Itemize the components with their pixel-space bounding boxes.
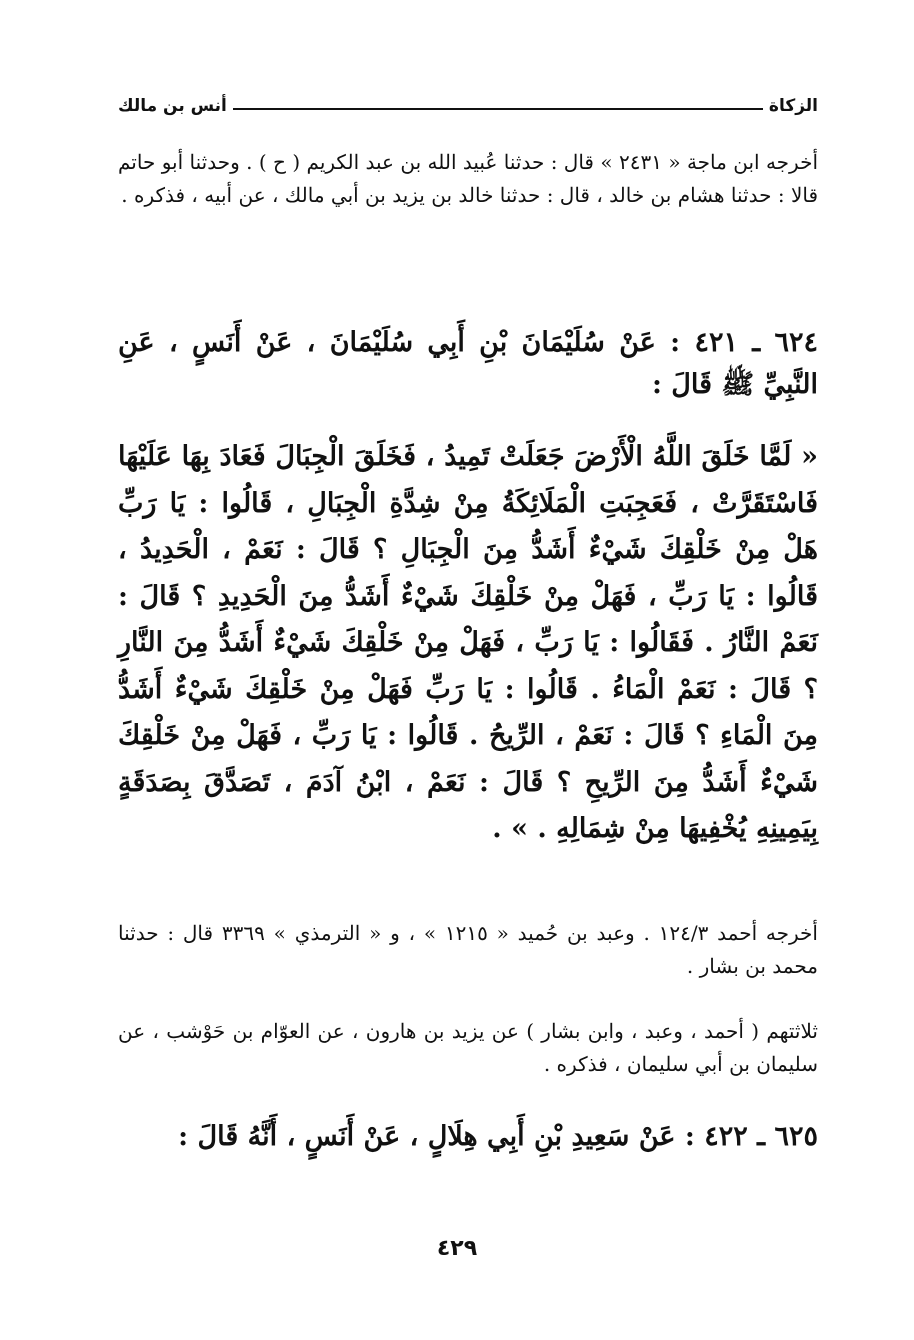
takhrij-text: ثلاثتهم ( أحمد ، وعبد ، وابن بشار ) عن يزيد بن هارون ، عن العوّام بن حَوْشب ، عن سليمان بن أبي سليمان ، فذكره . xyxy=(118,1019,818,1076)
page-number: ٤٢٩ xyxy=(436,1236,478,1261)
hadith-heading-text: ٦٢٤ ـ ٤٢١ : عَنْ سُلَيْمَانَ بْنِ أَبِي سُلَيْمَانَ ، عَنْ أَنَسٍ ، عَنِ النَّبِيِّ ﷺ قَالَ : xyxy=(118,327,818,400)
takhrij-paragraph-3 xyxy=(118,1015,818,1081)
hadith-heading-text: ٦٢٥ ـ ٤٢٢ : عَنْ سَعِيدِ بْنِ أَبِي هِلَالٍ ، عَنْ أَنَسٍ ، أَنَّهُ قَالَ : xyxy=(178,1121,818,1152)
hadith-624-heading xyxy=(118,322,818,406)
takhrij-text: أخرجه أحمد ١٢٤/٣ . وعبد بن حُميد « ١٢١٥ » ، و « الترمذي » ٣٣٦٩ قال : حدثنا محمد بن بشار . xyxy=(118,921,818,978)
header-rule xyxy=(233,108,763,110)
takhrij-paragraph-2 xyxy=(118,917,818,983)
header-narrator-name: أنس بن مالك xyxy=(118,96,227,116)
takhrij-paragraph-1 xyxy=(118,146,818,212)
running-header xyxy=(118,92,818,116)
takhrij-text: أخرجه ابن ماجة « ٢٤٣١ » قال : حدثنا عُبيد الله بن عبد الكريم ( ح ) . وحدثنا أبو حاتم قالا : حدثنا هشام بن خالد ، قال : حدثنا خالد بن يزيد بن أبي مالك ، عن أبيه ، فذكره . xyxy=(118,150,818,207)
hadith-624-text xyxy=(118,434,818,853)
hadith-625-heading xyxy=(118,1116,818,1158)
hadith-body-text: « لَمَّا خَلَقَ اللَّهُ الْأَرْضَ جَعَلَتْ تَمِيدُ ، فَخَلَقَ الْجِبَالَ فَعَادَ بِهَا عَلَيْهَا فَاسْتَقَرَّتْ ، فَعَجِبَتِ الْمَلَائِكَةُ مِنْ شِدَّةِ الْجِبَالِ ، قَالُوا : يَا رَبِّ هَلْ مِنْ خَلْقِكَ شَيْءٌ أَشَدُّ مِنَ الْجِبَالِ ؟ قَالَ : نَعَمْ ، الْحَدِيدُ ، قَالُوا : يَا رَبِّ ، فَهَلْ مِنْ خَلْقِكَ شَيْءٌ أَشَدُّ مِنَ الْحَدِيدِ ؟ قَالَ : نَعَمْ النَّارُ . فَقَالُوا : يَا رَبِّ ، فَهَلْ مِنْ خَلْقِكَ شَيْءٌ أَشَدُّ مِنَ النَّارِ ؟ قَالَ : نَعَمْ الْمَاءُ . قَالُوا : يَا رَبِّ فَهَلْ مِنْ خَلْقِكَ شَيْءٌ أَشَدُّ مِنَ الْمَاءِ ؟ قَالَ : نَعَمْ ، الرِّيحُ . قَالُوا : يَا رَبِّ ، فَهَلْ مِنْ خَلْقِكَ شَيْءٌ أَشَدُّ مِنَ الرِّيحِ ؟ قَالَ : نَعَمْ ، ابْنُ آدَمَ ، تَصَدَّقَ بِصَدَقَةٍ بِيَمِينِهِ يُخْفِيهَا مِنْ شِمَالِهِ . » . xyxy=(118,441,818,844)
header-chapter-title: الزكاة xyxy=(768,96,818,116)
